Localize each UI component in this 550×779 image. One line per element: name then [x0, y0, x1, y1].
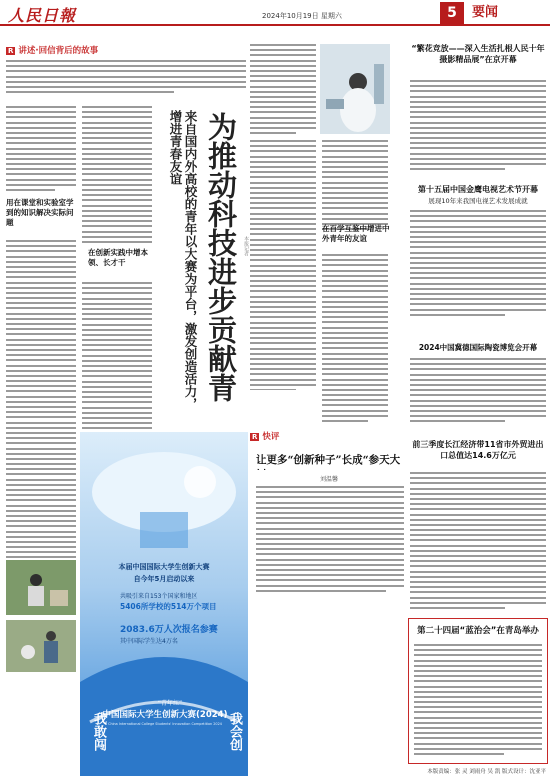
right-article-3-title: 2024中国冀德国际陶瓷博览会开幕: [418, 343, 538, 352]
column-tag-icon: R: [8, 47, 14, 55]
subhead-3: 在百学互鉴中增进中外青年的友谊: [322, 224, 390, 244]
poster-banner: 中国国际大学生创新大赛(2024): [102, 710, 228, 720]
subhead-1: 用在课堂和实验室学到的知识解决实际问题: [6, 198, 74, 228]
commentary-title: 让更多“创新种子”长成“参天大: [256, 454, 401, 466]
article-text-col5: [322, 140, 388, 230]
headline-main: 为推动科技进步贡献青: [204, 112, 238, 402]
subhead-2: 在创新实践中增本领、长才干: [88, 248, 148, 268]
poster-tag: “青年红”: [157, 700, 183, 707]
field-photo-1: [6, 560, 76, 615]
page-footer: 本版责编：张 灵 刘雨舟 吴 凯 版式设计：沈亚平: [427, 769, 546, 775]
right-article-3-text: [410, 358, 546, 424]
right-article-2-text: [410, 210, 546, 320]
field-photo-2: [6, 620, 76, 672]
poster-left-text: 我敢闯: [91, 712, 106, 751]
right-article-1-text: [410, 80, 546, 176]
page-number: 5: [440, 2, 464, 24]
commentary-author: 刘温馨: [320, 476, 339, 483]
article-text-col4: [250, 140, 316, 390]
article-text-col1b: [6, 240, 76, 570]
poster-stat2-big: 2083.6万人次报名参赛: [120, 625, 218, 635]
article-text-col5b: [322, 254, 388, 424]
commentary-tag-icon: R: [252, 433, 258, 441]
column-label-text: 讲述·回信背后的故事: [18, 46, 99, 56]
poster-banner-en: China International College Students' Innovation Competition 2024: [108, 722, 222, 726]
field-photo-illustration: [6, 560, 76, 615]
author-byline: 本报记者: [243, 236, 249, 256]
right-article-1-title: “繁花竞放——深入生活扎根人民十年摄影精品展”在京开幕: [411, 44, 545, 64]
lab-photo-illustration: [320, 44, 390, 134]
commentary-text: [256, 486, 404, 596]
column-label: [6, 44, 206, 58]
right-article-2-subtitle: 展现10年来我国电视艺术发展成就: [428, 197, 528, 205]
headline-sub: 来自国内外高校的青年以大赛为平台，激发创造活力，增进青春友谊: [168, 110, 198, 410]
dateline: 2024年10月19日 星期六: [262, 12, 342, 20]
article-text-col1: [6, 106, 76, 196]
article-text-col3: [250, 44, 316, 134]
poster-right-text: 我会创: [227, 712, 242, 751]
right-article-5-text: [414, 644, 542, 758]
page-badge: [440, 2, 548, 24]
right-article-5-title: 第二十四届“蓝治会”在青岛举办: [417, 626, 539, 636]
poster-stat2: 其中国际学生达4万名: [120, 638, 178, 645]
commentary-label: [250, 430, 400, 444]
newspaper-logo: 人民日報: [8, 6, 77, 25]
poster-line1: 本届中国国际大学生创新大赛: [118, 563, 210, 571]
commentary-label-text: 快评: [262, 432, 280, 442]
right-article-4-text: [410, 472, 546, 612]
poster-stat1: 共吸引来自153个国家和地区: [120, 593, 198, 600]
field-photo-2-illustration: [6, 620, 76, 672]
article-text-col2: [82, 106, 152, 246]
poster-line2: 自今年5月启动以来: [133, 575, 195, 583]
poster-stat1-big: 5406所学校的514万个项目: [120, 602, 217, 611]
right-article-4-title: 前三季度长江经济带11省市外贸进出口总值达14.6万亿元: [412, 440, 544, 460]
intro-text: [6, 60, 246, 100]
lab-photo: [320, 44, 390, 134]
section-title: 要闻: [472, 5, 499, 20]
right-article-2-title: 第十五届中国金鹰电视艺术节开幕: [418, 185, 538, 194]
masthead: [0, 0, 550, 26]
